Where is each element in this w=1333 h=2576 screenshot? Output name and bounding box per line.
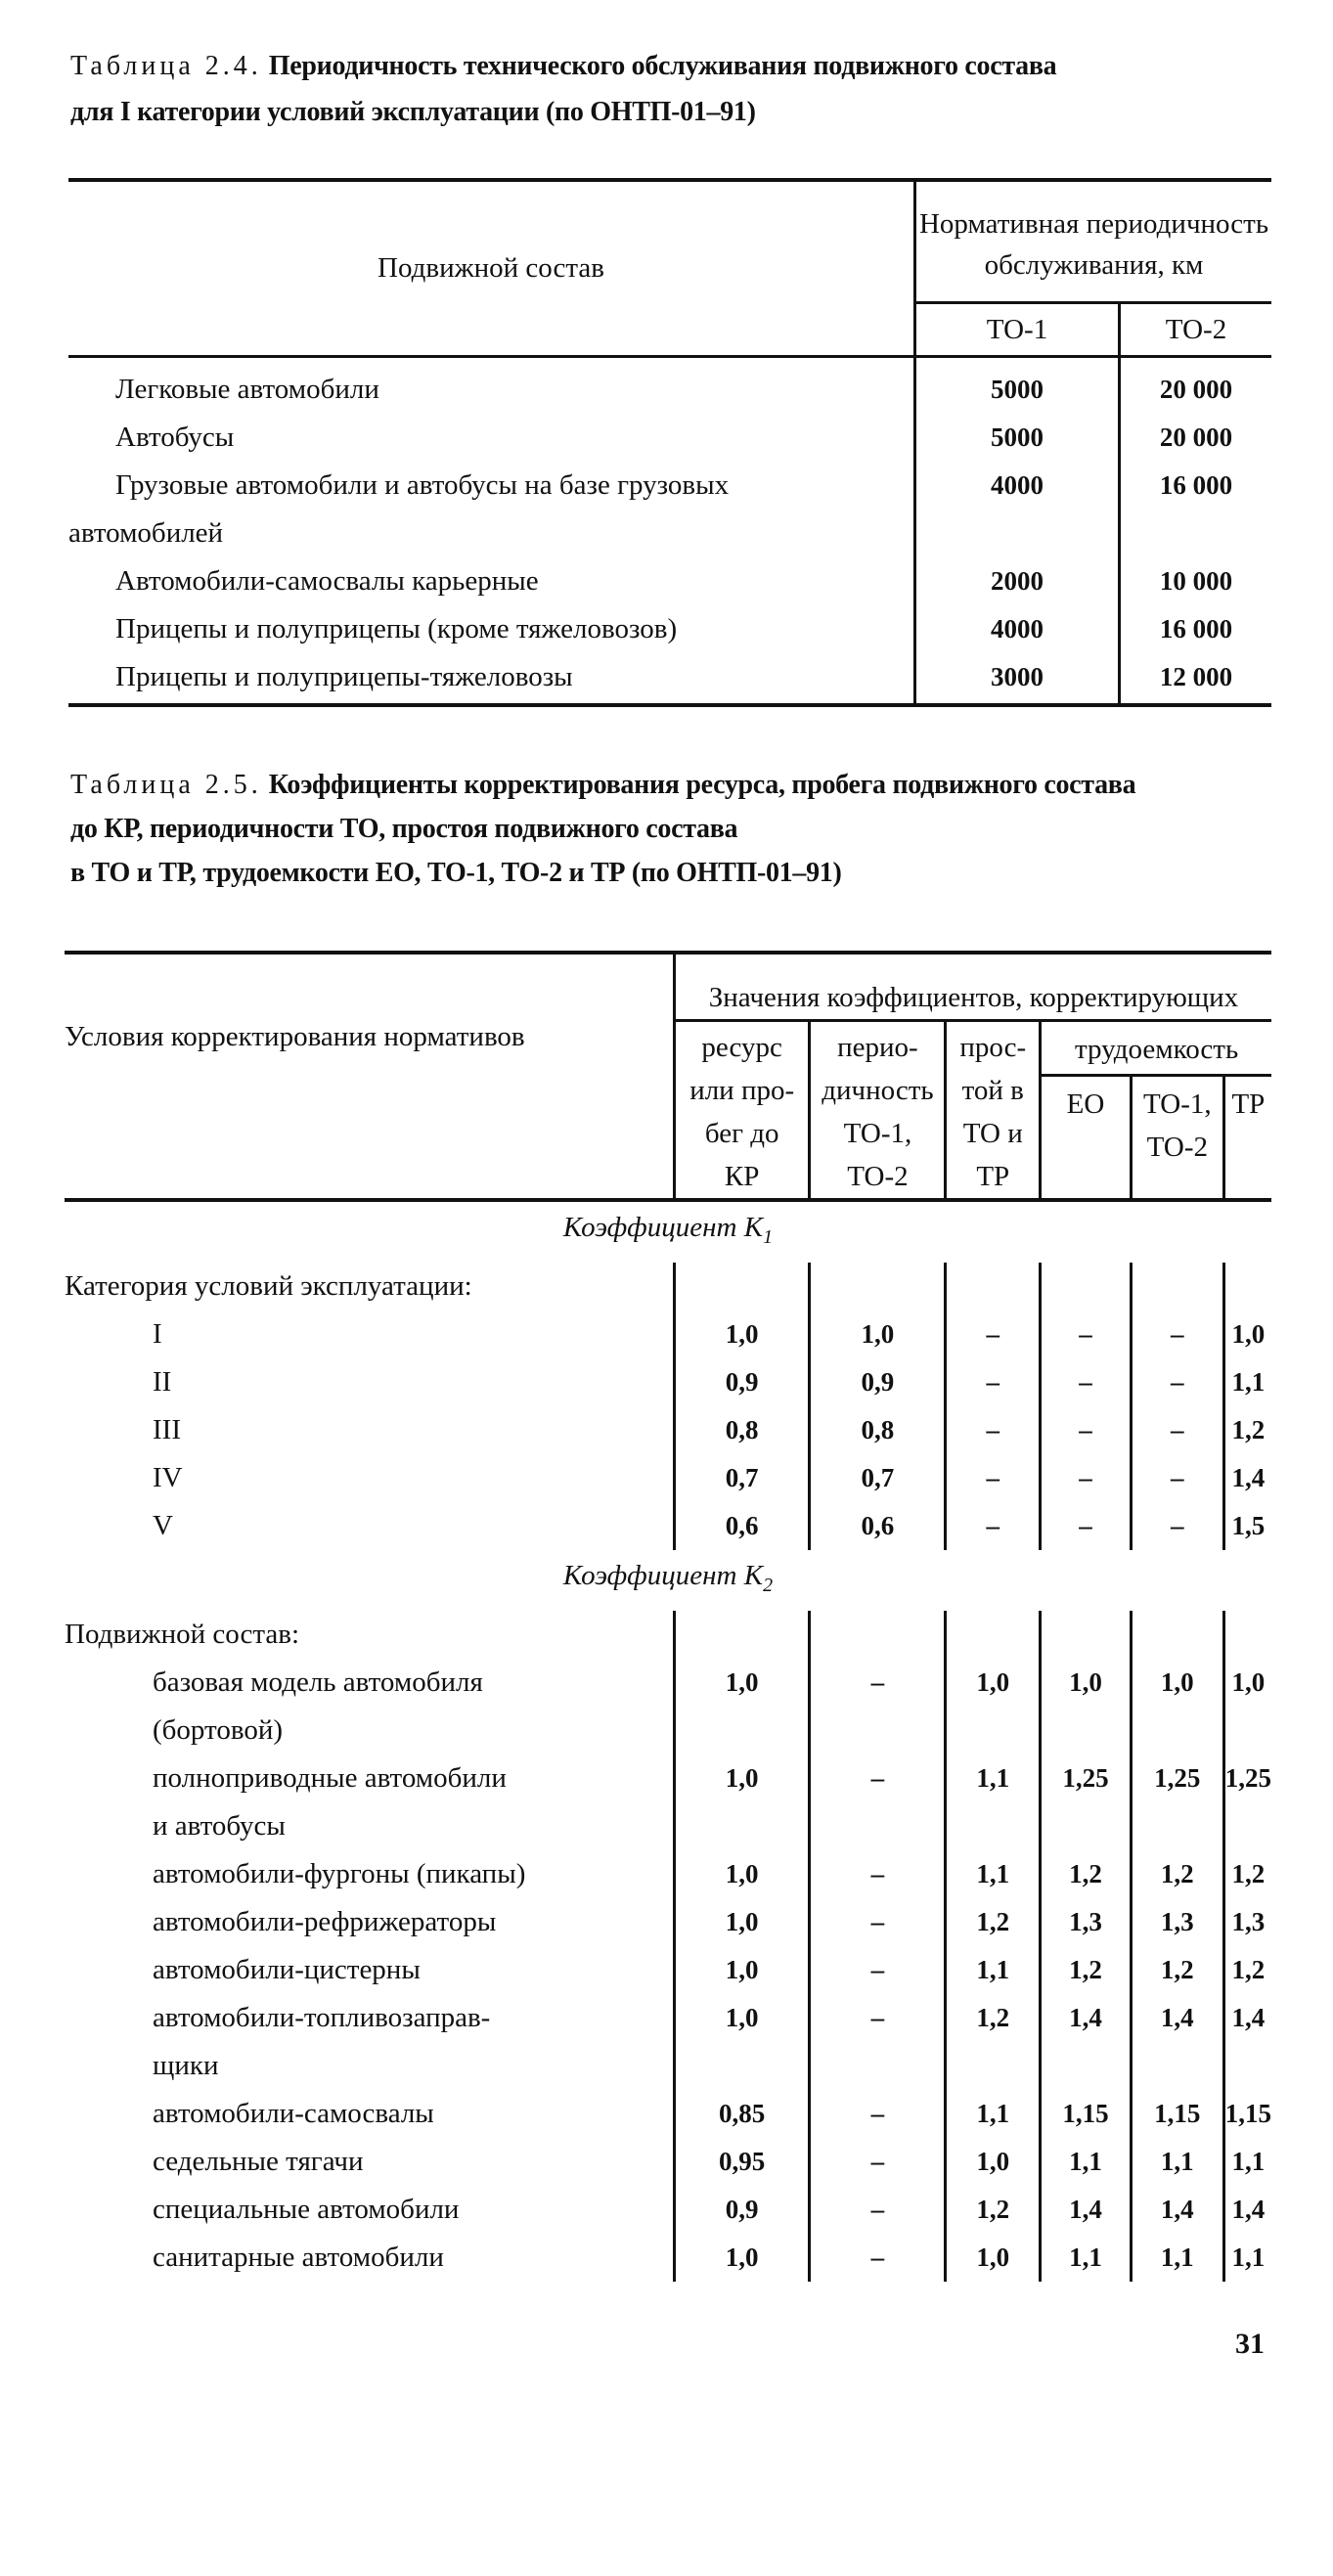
- table-row: [68, 357, 1271, 415]
- row-tr: 1,5: [1231, 1510, 1266, 1540]
- row-tr: 1,4: [1231, 2194, 1266, 2224]
- k1-text: Коэффициент K: [562, 1212, 764, 1243]
- row-to: 1,25: [1131, 1754, 1223, 1850]
- coefficient-k2-label: [65, 1550, 1271, 1611]
- row-res: 0,8: [674, 1406, 810, 1454]
- header-resource-l4: КР: [724, 1161, 760, 1192]
- row-pro: 1,2: [946, 1994, 1041, 2090]
- row-name: Автомобили-самосвалы карьерные: [68, 557, 915, 605]
- row-per: 1,0: [810, 1310, 946, 1358]
- row-res: 0,85: [674, 2090, 810, 2138]
- row-res: 0,6: [674, 1502, 810, 1550]
- row-to: –: [1131, 1454, 1223, 1502]
- table-2-4-title-line2: для I категории условий эксплуатации (по ОНТП-01–91): [70, 97, 756, 127]
- row-name: II: [65, 1358, 674, 1406]
- header-downtime-l1: прос-: [959, 1032, 1027, 1063]
- row-pro: –: [946, 1310, 1041, 1358]
- header-tr: ТР: [1223, 1076, 1271, 1201]
- table-2-4-title-line1: Периодичность технического обслуживания подвижного состава: [268, 51, 1057, 81]
- row-tr: 1,1: [1231, 2242, 1266, 2272]
- row-to1: 4000: [915, 462, 1120, 510]
- table-row: [65, 2138, 1271, 2186]
- row-tr: 1,0: [1231, 1318, 1266, 1349]
- row-to: 1,3: [1131, 1898, 1223, 1946]
- table-2-4-label: Таблица 2.4.: [70, 51, 262, 81]
- row-eo: 1,25: [1041, 1754, 1132, 1850]
- header-period-l4: ТО-2: [847, 1161, 909, 1192]
- row-name: [65, 1659, 674, 1754]
- k2-text: Коэффициент K: [562, 1559, 764, 1591]
- table-2-4: [68, 178, 1271, 707]
- row-eo: –: [1041, 1454, 1132, 1502]
- row-per: –: [810, 2090, 946, 2138]
- table-2-4-caption: [70, 43, 1283, 135]
- row-per: –: [810, 1898, 946, 1946]
- row-name: Легковые автомобили: [68, 357, 915, 415]
- row-pro: –: [946, 1502, 1041, 1550]
- table-row: [65, 1850, 1271, 1898]
- row-name: специальные автомобили: [65, 2186, 674, 2234]
- row-name: Грузовые автомобили и автобусы на базе грузовых: [68, 462, 915, 510]
- row-to: 1,15: [1131, 2090, 1223, 2138]
- row-res: 0,9: [674, 1358, 810, 1406]
- row-per: –: [810, 1754, 946, 1850]
- header-to-l1: ТО-1,: [1142, 1088, 1212, 1120]
- coefficient-k1-row: [65, 1200, 1271, 1263]
- table-row: [65, 2234, 1271, 2282]
- row-name-l2: (бортовой): [153, 1713, 283, 1746]
- table-row: [65, 1659, 1271, 1754]
- row-to2: 16 000: [1159, 614, 1233, 644]
- header-to1: ТО-1: [915, 303, 1120, 357]
- header-eo: ЕО: [1041, 1076, 1132, 1201]
- row-pro: 1,2: [946, 1898, 1041, 1946]
- row-per: –: [810, 2138, 946, 2186]
- header-period-l1: перио-: [837, 1032, 918, 1063]
- row-pro: 1,0: [946, 2234, 1041, 2282]
- table-row: [65, 1406, 1271, 1454]
- row-pro: –: [946, 1406, 1041, 1454]
- table-row: [65, 2186, 1271, 2234]
- table-row: [68, 462, 1271, 510]
- row-to1: 5000: [915, 414, 1120, 462]
- row-res: 0,9: [674, 2186, 810, 2234]
- row-name: автомобили-рефрижераторы: [65, 1898, 674, 1946]
- row-to2: 10 000: [1159, 566, 1233, 596]
- row-name-l2: и автобусы: [153, 1809, 286, 1842]
- header-conditions: Условия корректирования нормативов: [65, 953, 674, 1200]
- coefficient-k2-row: [65, 1550, 1271, 1611]
- row-pro: 1,1: [946, 1850, 1041, 1898]
- row-to: 1,0: [1131, 1659, 1223, 1754]
- row-tr: 1,4: [1231, 2002, 1266, 2032]
- table-2-5-label: Таблица 2.5.: [70, 770, 262, 800]
- header-resource-l1: ресурс: [701, 1032, 782, 1063]
- header-resource: [674, 1021, 810, 1201]
- row-tr: 1,2: [1231, 1414, 1266, 1444]
- table-row: [65, 1502, 1271, 1550]
- row-to1: 3000: [915, 653, 1120, 705]
- table-2-5-title-line1: Коэффициенты корректирования ресурса, пробега подвижного состава: [268, 770, 1136, 800]
- row-name-l1: полноприводные автомобили: [153, 1761, 507, 1794]
- header-resource-l2: или про-: [689, 1075, 795, 1106]
- row-to: –: [1131, 1406, 1223, 1454]
- header-downtime-l2: той в: [961, 1075, 1024, 1106]
- row-to: 1,1: [1131, 2234, 1223, 2282]
- row-pro: 1,1: [946, 1946, 1041, 1994]
- page-number: 31: [1235, 2328, 1265, 2360]
- row-eo: 1,1: [1041, 2138, 1132, 2186]
- table-row: [65, 1946, 1271, 1994]
- header-to: [1131, 1076, 1223, 1201]
- header-periodicity: [810, 1021, 946, 1201]
- row-name: Прицепы и полуприцепы (кроме тяжеловозов): [68, 605, 915, 653]
- header-norm-line2: обслуживания, км: [984, 249, 1204, 281]
- row-to2: 20 000: [1159, 422, 1233, 452]
- header-period-l2: дичность: [822, 1075, 934, 1106]
- row-res: 1,0: [674, 1310, 810, 1358]
- row-pro: 1,2: [946, 2186, 1041, 2234]
- row-pro: 1,0: [946, 2138, 1041, 2186]
- row-res: 1,0: [674, 2234, 810, 2282]
- row-name: автомобили-самосвалы: [65, 2090, 674, 2138]
- header-labor: трудоемкость: [1041, 1021, 1271, 1076]
- row-to1: 4000: [915, 605, 1120, 653]
- row-per: 0,9: [810, 1358, 946, 1406]
- row-to: 1,1: [1131, 2138, 1223, 2186]
- header-norm-period: [915, 180, 1272, 303]
- table-2-5-caption: [70, 763, 1283, 895]
- row-tr: 1,2: [1231, 1954, 1266, 1984]
- k2-subscript: 2: [763, 1574, 774, 1596]
- row-to: 1,4: [1131, 2186, 1223, 2234]
- header-norm-line1: Нормативная периодичность: [918, 208, 1269, 240]
- row-name: [65, 1754, 674, 1850]
- row-to: 1,2: [1131, 1946, 1223, 1994]
- row-to1: 2000: [915, 557, 1120, 605]
- row-per: –: [810, 2186, 946, 2234]
- row-res: 1,0: [674, 1898, 810, 1946]
- table-row: [68, 414, 1271, 462]
- row-res: 1,0: [674, 1659, 810, 1754]
- table-row: [65, 2090, 1271, 2138]
- row-eo: 1,4: [1041, 2186, 1132, 2234]
- row-to: 1,2: [1131, 1850, 1223, 1898]
- header-downtime-l4: ТР: [976, 1161, 1010, 1192]
- row-to2: 12 000: [1159, 662, 1233, 691]
- row-eo: 1,1: [1041, 2234, 1132, 2282]
- row-per: 0,7: [810, 1454, 946, 1502]
- header-values: Значения коэффициентов, корректирующих: [674, 953, 1271, 1021]
- coefficient-k1-label: [65, 1200, 1271, 1263]
- row-to1: 5000: [915, 357, 1120, 415]
- table-row: [68, 557, 1271, 605]
- row-eo: 1,2: [1041, 1850, 1132, 1898]
- row-res: 1,0: [674, 1946, 810, 1994]
- row-res: 0,95: [674, 2138, 810, 2186]
- k1-section-label: Категория условий эксплуатации:: [65, 1263, 674, 1310]
- row-per: –: [810, 1659, 946, 1754]
- row-pro: –: [946, 1454, 1041, 1502]
- row-to2: 16 000: [1159, 470, 1233, 500]
- row-res: 1,0: [674, 1850, 810, 1898]
- k1-subscript: 1: [763, 1225, 774, 1248]
- row-eo: 1,3: [1041, 1898, 1132, 1946]
- section-row: [65, 1263, 1271, 1310]
- table-2-5-title-line3: в ТО и ТР, трудоемкости ЕО, ТО-1, ТО-2 и ТР (по ОНТП-01–91): [70, 858, 842, 888]
- row-tr: 1,15: [1224, 2098, 1271, 2128]
- table-row: [68, 605, 1271, 653]
- row-pro: 1,0: [946, 1659, 1041, 1754]
- section-row: [65, 1611, 1271, 1659]
- row-tr: 1,25: [1224, 1762, 1271, 1793]
- table-row: [68, 653, 1271, 705]
- header-downtime: [946, 1021, 1041, 1201]
- table-row: [65, 1994, 1271, 2090]
- row-name-l2: щики: [153, 2049, 219, 2081]
- row-name: [65, 1994, 674, 2090]
- row-per: –: [810, 1946, 946, 1994]
- row-eo: 1,2: [1041, 1946, 1132, 1994]
- row-eo: –: [1041, 1358, 1132, 1406]
- table-row: [65, 1454, 1271, 1502]
- row-name: V: [65, 1502, 674, 1550]
- row-name: автомобили-цистерны: [65, 1946, 674, 1994]
- row-eo: 1,4: [1041, 1994, 1132, 2090]
- table-row: [65, 1754, 1271, 1850]
- row-name: Прицепы и полуприцепы-тяжеловозы: [68, 653, 915, 705]
- table-row: [65, 1898, 1271, 1946]
- table-2-5-title-line2: до КР, периодичности ТО, простоя подвижного состава: [70, 814, 738, 844]
- table-row: [65, 1358, 1271, 1406]
- row-to2: 20 000: [1159, 375, 1233, 404]
- row-name: Автобусы: [68, 414, 915, 462]
- row-pro: 1,1: [946, 1754, 1041, 1850]
- row-name-l1: автомобили-топливозаправ-: [153, 2001, 491, 2033]
- table-row: [65, 1310, 1271, 1358]
- row-name: автомобили-фургоны (пикапы): [65, 1850, 674, 1898]
- header-resource-l3: бег до: [704, 1118, 779, 1149]
- row-per: –: [810, 2234, 946, 2282]
- table-row-continuation: [68, 510, 1271, 557]
- header-to-l2: ТО-2: [1146, 1132, 1209, 1163]
- row-to: 1,4: [1131, 1994, 1223, 2090]
- row-eo: –: [1041, 1406, 1132, 1454]
- table-2-5: [65, 951, 1271, 2282]
- row-to: –: [1131, 1502, 1223, 1550]
- row-name-l1: базовая модель автомобиля: [153, 1666, 483, 1698]
- header-to2: ТО-2: [1120, 303, 1272, 357]
- row-res: 0,7: [674, 1454, 810, 1502]
- row-per: 0,6: [810, 1502, 946, 1550]
- row-tr: 1,3: [1231, 1906, 1266, 1936]
- row-name: седельные тягачи: [65, 2138, 674, 2186]
- header-period-l3: ТО-1,: [843, 1118, 912, 1149]
- row-pro: 1,1: [946, 2090, 1041, 2138]
- row-res: 1,0: [674, 1754, 810, 1850]
- row-to: –: [1131, 1358, 1223, 1406]
- row-per: 0,8: [810, 1406, 946, 1454]
- row-eo: –: [1041, 1502, 1132, 1550]
- header-rolling-stock: Подвижной состав: [68, 180, 915, 357]
- row-per: –: [810, 1994, 946, 2090]
- row-to: –: [1131, 1310, 1223, 1358]
- row-eo: –: [1041, 1310, 1132, 1358]
- row-name: I: [65, 1310, 674, 1358]
- row-name-continuation: автомобилей: [68, 510, 915, 557]
- row-pro: –: [946, 1358, 1041, 1406]
- row-eo: 1,15: [1041, 2090, 1132, 2138]
- row-tr: 1,1: [1231, 2146, 1266, 2176]
- row-name: III: [65, 1406, 674, 1454]
- k2-section-label: Подвижной состав:: [65, 1611, 674, 1659]
- row-tr: 1,4: [1231, 1462, 1266, 1492]
- header-downtime-l3: ТО и: [962, 1118, 1023, 1149]
- row-name: санитарные автомобили: [65, 2234, 674, 2282]
- row-res: 1,0: [674, 1994, 810, 2090]
- row-eo: 1,0: [1041, 1659, 1132, 1754]
- row-tr: 1,0: [1231, 1666, 1266, 1697]
- row-tr: 1,2: [1231, 1858, 1266, 1888]
- row-tr: 1,1: [1231, 1366, 1266, 1397]
- row-name: IV: [65, 1454, 674, 1502]
- row-per: –: [810, 1850, 946, 1898]
